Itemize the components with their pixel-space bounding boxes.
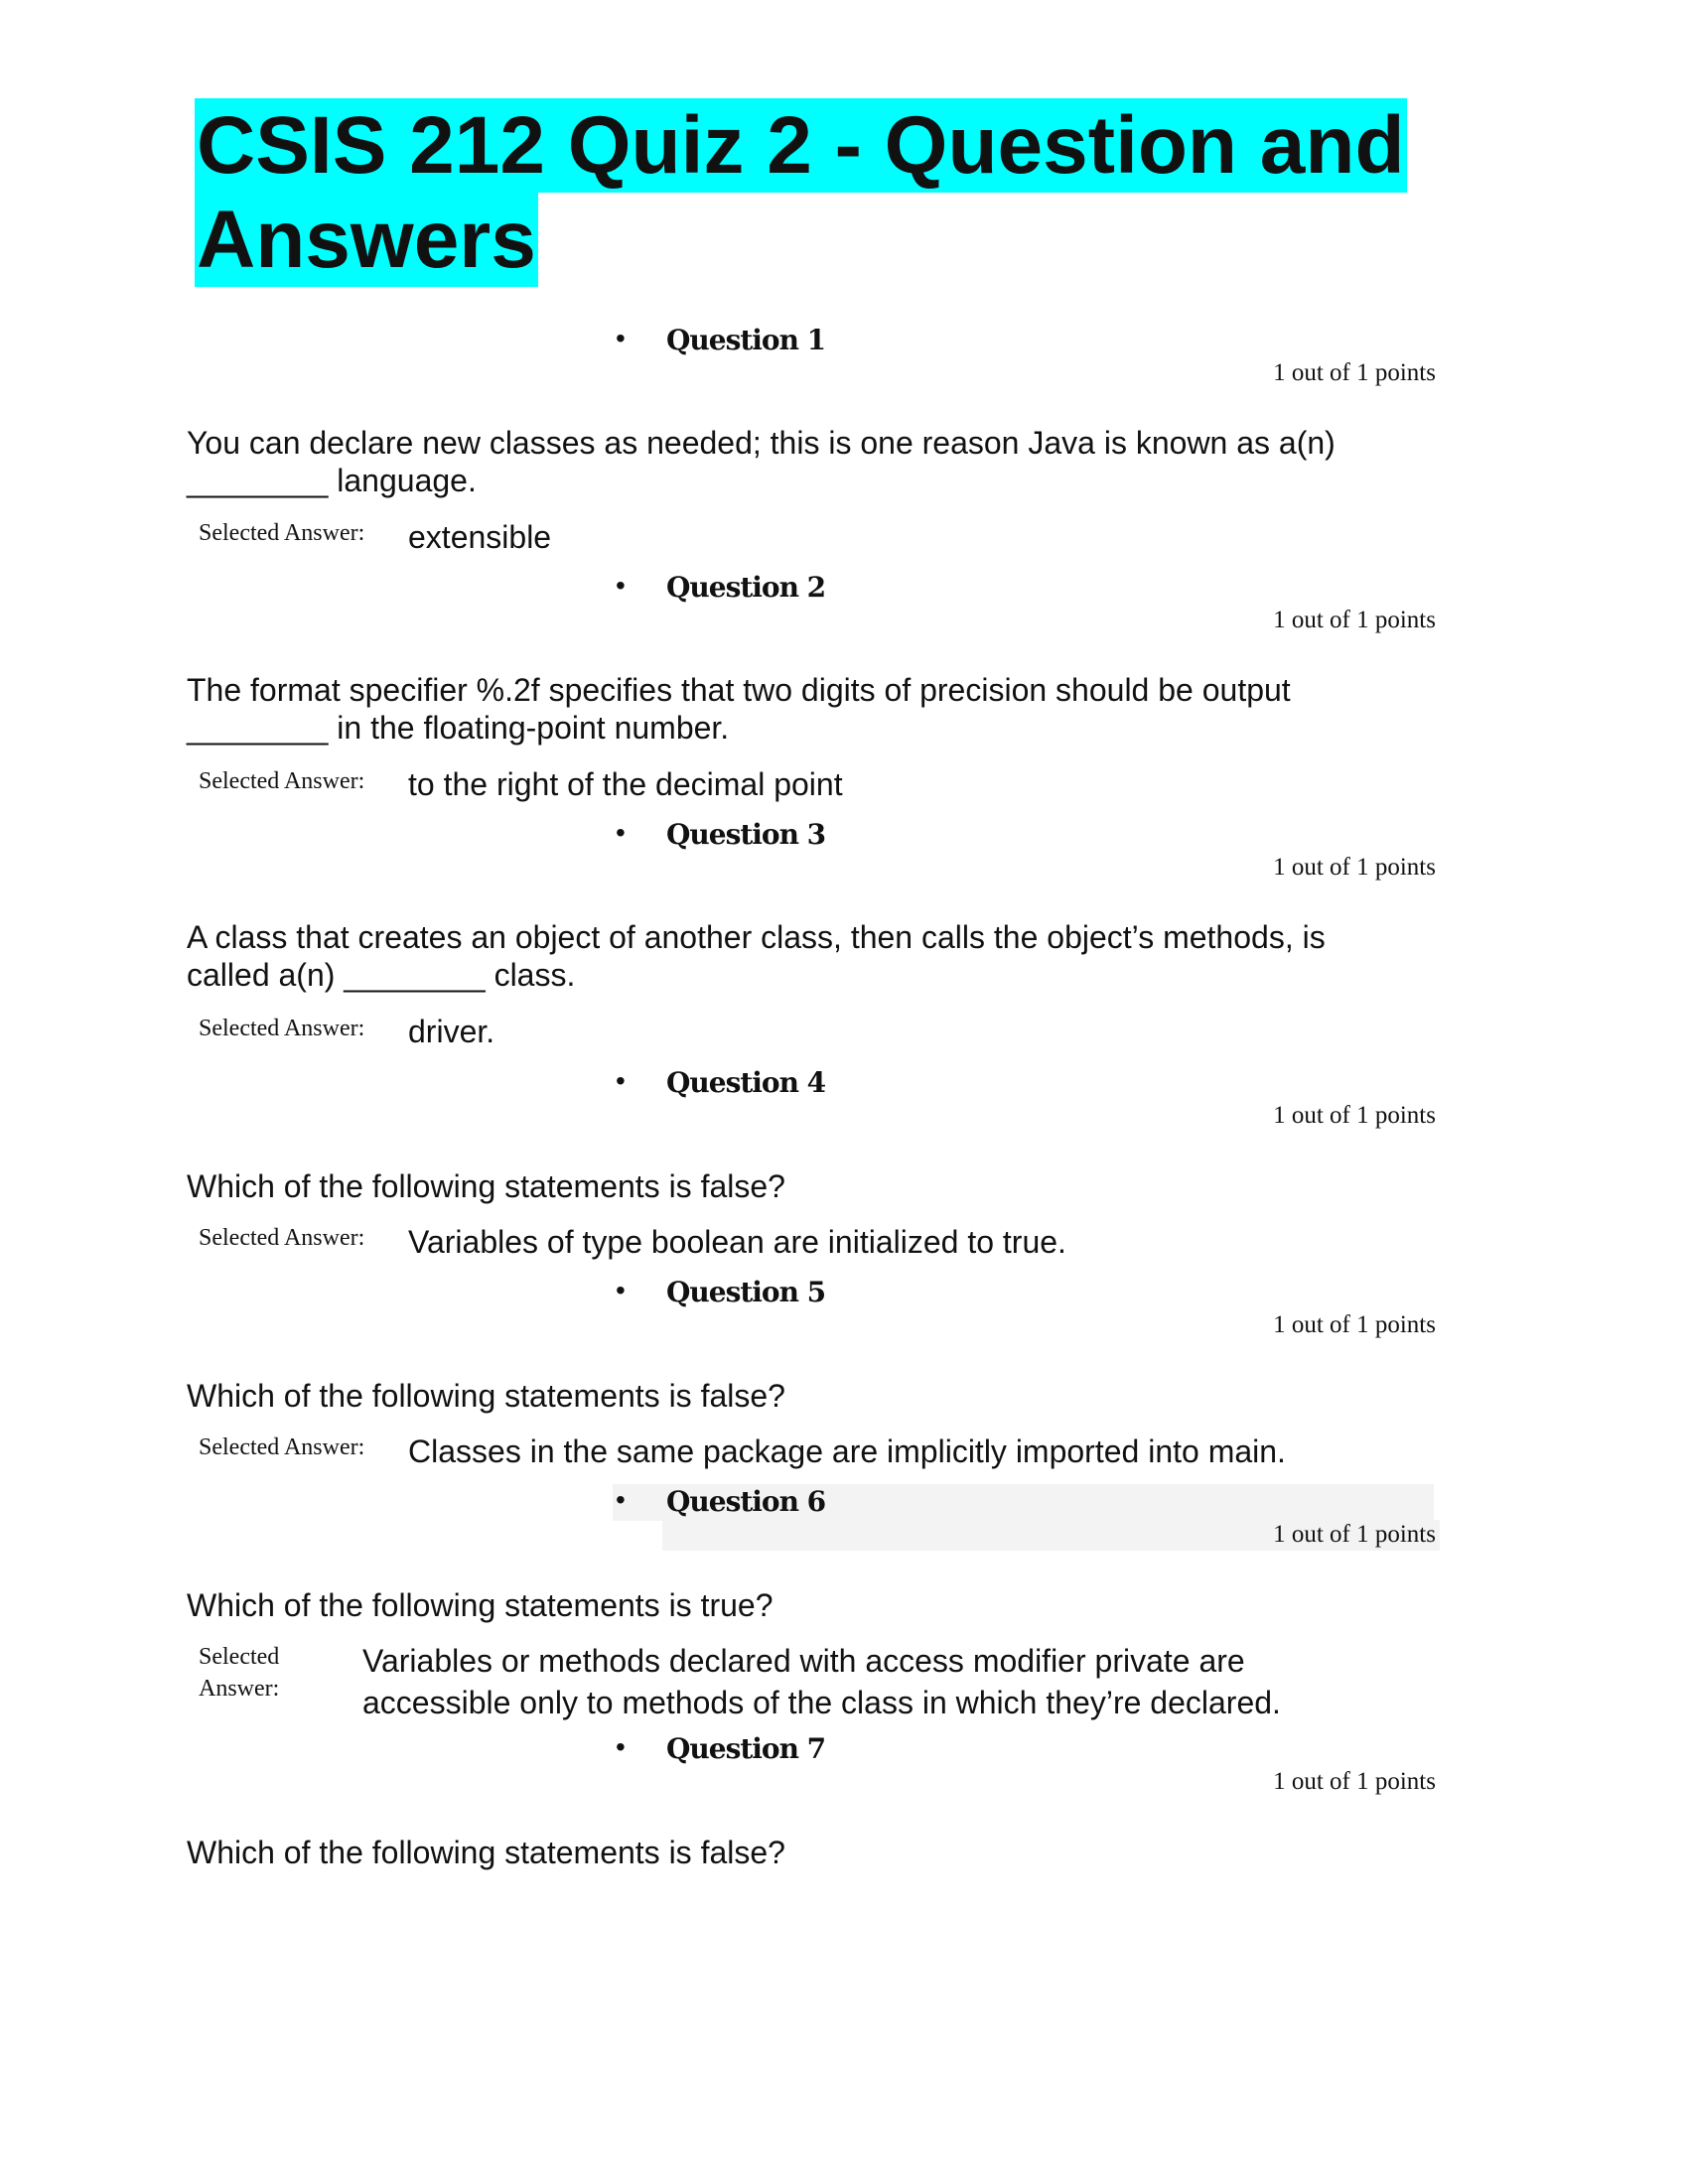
selected-answer-label: Selected Answer:: [199, 1225, 365, 1251]
question-heading: Question 4: [666, 1066, 826, 1099]
question-points: 1 out of 1 points: [1273, 1311, 1436, 1338]
selected-label-word-2: Answer:: [199, 1676, 280, 1702]
selected-answer-label: Selected Answer:: [199, 1016, 365, 1041]
bullet-icon: •: [616, 1065, 626, 1096]
bullet-icon: •: [616, 570, 626, 601]
question-heading: Question 6: [666, 1485, 826, 1518]
question-points: 1 out of 1 points: [1273, 1102, 1436, 1129]
question-heading: Question 7: [666, 1732, 826, 1765]
question-points: 1 out of 1 points: [1273, 1768, 1436, 1795]
question-points: 1 out of 1 points: [1273, 359, 1436, 386]
question-text: The format specifier %.2f specifies that two digits of precision should be output ________ in the floating-point number.: [187, 672, 1291, 746]
bullet-icon: •: [616, 1275, 626, 1305]
title-line-2: Answers: [197, 195, 536, 285]
selected-answer: Variables of type boolean are initialized to true.: [408, 1224, 1066, 1260]
bullet-icon: •: [616, 323, 626, 353]
question-text: Which of the following statements is false?: [187, 1168, 785, 1204]
question-heading: Question 1: [666, 324, 826, 356]
question-points: 1 out of 1 points: [1273, 607, 1436, 633]
question-text: Which of the following statements is false?: [187, 1835, 785, 1870]
title-line-1: CSIS 212 Quiz 2 - Question and: [197, 100, 1405, 191]
question-heading: Question 5: [666, 1276, 826, 1308]
question-text: Which of the following statements is true?: [187, 1587, 774, 1623]
question-points: 1 out of 1 points: [1273, 1521, 1436, 1548]
bullet-icon: •: [616, 1484, 626, 1515]
selected-answer: Classes in the same package are implicitly imported into main.: [408, 1433, 1286, 1469]
question-heading: Question 2: [666, 571, 826, 604]
selected-label-word-1: Selected: [199, 1644, 280, 1670]
selected-answer-label: Selected Answer:: [199, 520, 365, 546]
selected-answer: to the right of the decimal point: [408, 766, 843, 802]
selected-answer: Variables or methods declared with access modifier private are accessible only to methods of the class in which they’re declared.: [362, 1643, 1281, 1720]
question-text: Which of the following statements is false?: [187, 1378, 785, 1414]
selected-answer: extensible: [408, 519, 552, 555]
selected-answer-label: Selected Answer:: [199, 1434, 365, 1460]
bullet-icon: •: [616, 1731, 626, 1762]
question-points: 1 out of 1 points: [1273, 854, 1436, 881]
question-text: You can declare new classes as needed; this is one reason Java is known as a(n) ________ language.: [187, 425, 1336, 498]
selected-answer-label: Selected Answer:: [199, 768, 365, 794]
bullet-icon: •: [616, 817, 626, 848]
question-text: A class that creates an object of another class, then calls the object’s methods, is called a(n) ________ class.: [187, 919, 1326, 993]
selected-answer: driver.: [408, 1014, 495, 1049]
question-heading: Question 3: [666, 818, 826, 851]
